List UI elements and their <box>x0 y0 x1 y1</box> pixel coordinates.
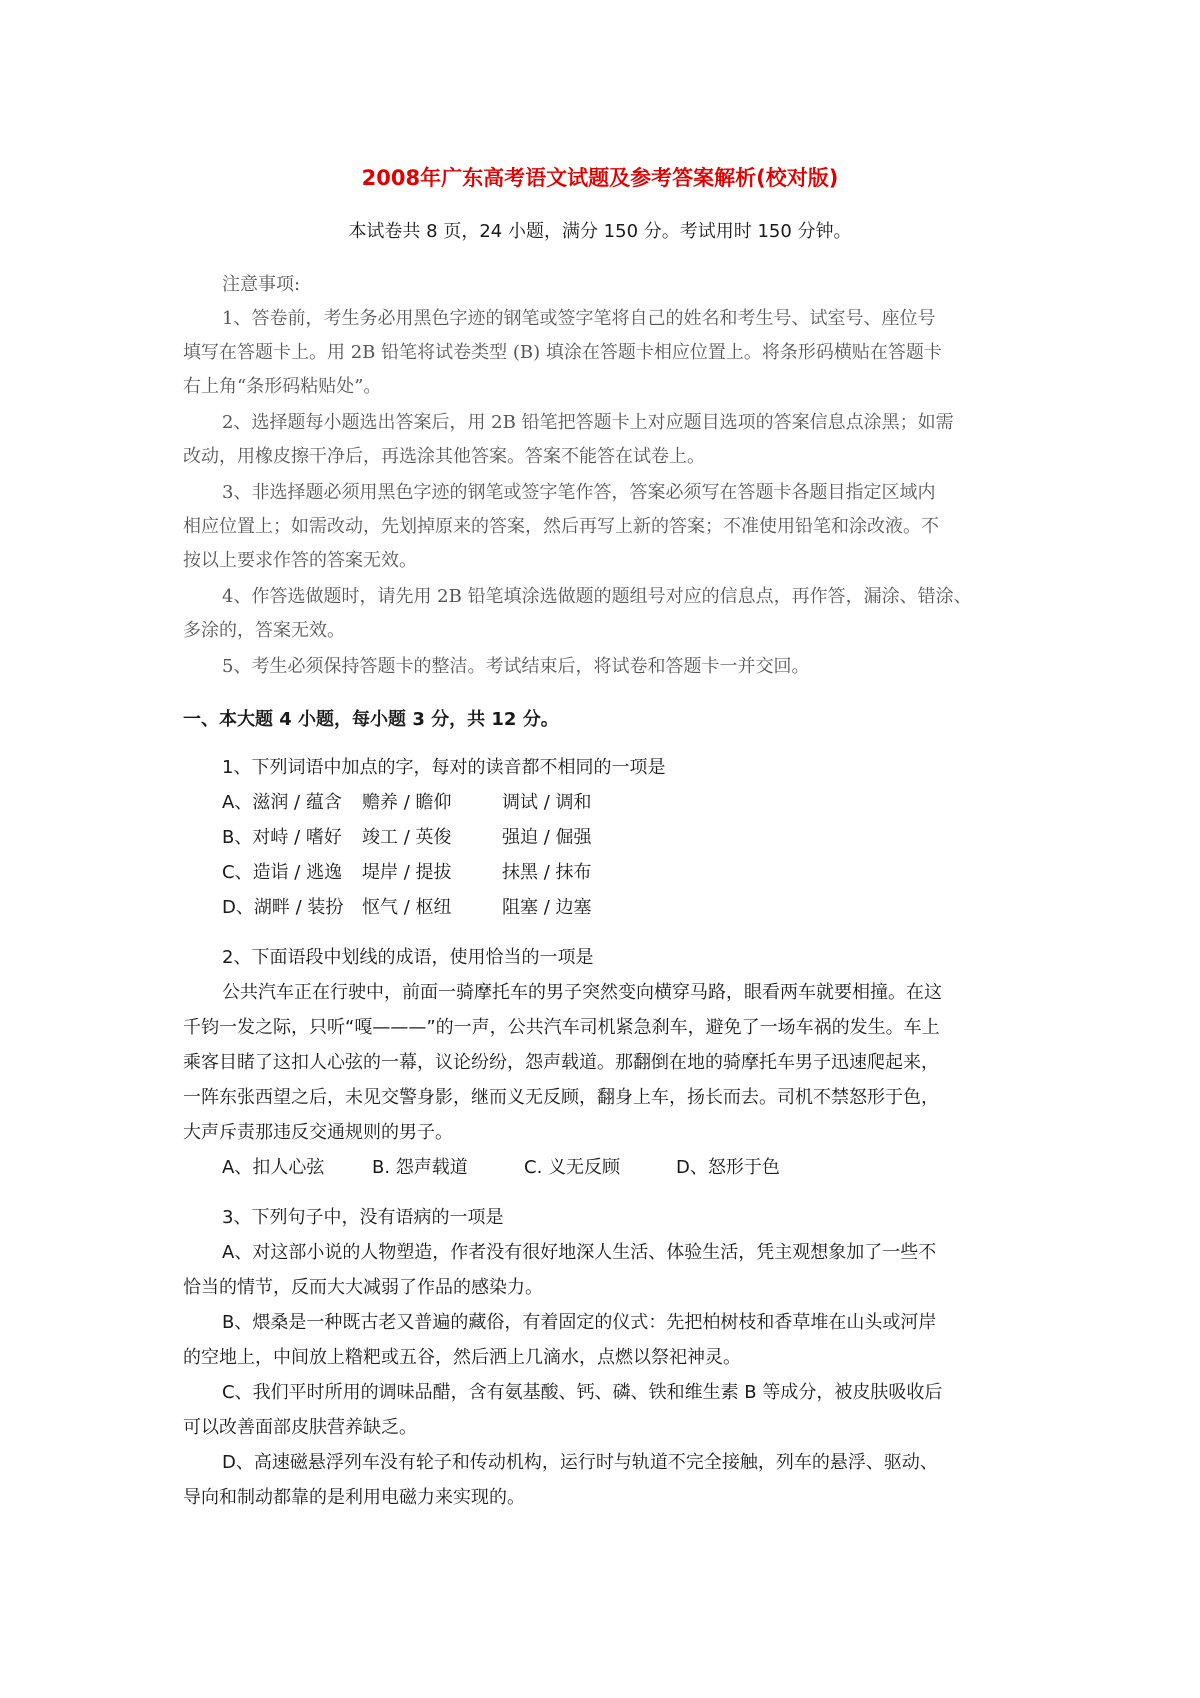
option-cell: D、湖畔 / 装扮 <box>222 897 344 918</box>
option-cell: 调试 / 调和 <box>502 792 592 813</box>
passage-line: 大声斥责那违反交通规则的男子。 <box>183 1122 453 1143</box>
question-3-line: 恰当的情节，反而大大减弱了作品的感染力。 <box>183 1277 543 1298</box>
notice-line: 3、非选择题必须用黑色字迹的钢笔或签字笔作答，答案必须写在答题卡各题目指定区域内 <box>222 482 936 503</box>
document-subtitle: 本试卷共 8 页，24 小题，满分 150 分。考试用时 150 分钟。 <box>348 221 852 242</box>
option-cell: B、对峙 / 嗜好 <box>222 827 342 848</box>
question-2-stem: 2、下面语段中划线的成语，使用恰当的一项是 <box>222 947 594 968</box>
question-1-stem: 1、下列词语中加点的字，每对的读音都不相同的一项是 <box>222 757 666 778</box>
option-c: C. 义无反顾 <box>524 1157 621 1178</box>
notice-line: 按以上要求作答的答案无效。 <box>183 550 417 571</box>
question-3-line: 可以改善面部皮肤营养缺乏。 <box>183 1417 417 1438</box>
option-cell: 竣工 / 英俊 <box>362 827 452 848</box>
notice-line: 改动，用橡皮擦干净后，再选涂其他答案。答案不能答在试卷上。 <box>183 446 705 467</box>
notice-line: 右上角“条形码粘贴处”。 <box>183 376 382 397</box>
passage-line: 公共汽车正在行驶中，前面一骑摩托车的男子突然变向横穿马路，眼看两车就要相撞。在这 <box>222 982 942 1003</box>
option-cell: A、滋润 / 蕴含 <box>222 792 342 813</box>
question-2-options <box>222 1155 780 1181</box>
option-a: A、扣人心弦 <box>222 1157 325 1178</box>
passage-line: 一阵东张西望之后，未见交警身影，继而义无反顾，翻身上车，扬长而去。司机不禁怒形于色， <box>183 1087 939 1108</box>
question-3-stem: 3、下列句子中，没有语病的一项是 <box>222 1207 504 1228</box>
notice-line: 1、答卷前，考生务必用黑色字迹的钢笔或签字笔将自己的姓名和考生号、试室号、座位号 <box>222 308 936 329</box>
question-1-row-c <box>222 860 592 886</box>
notice-line: 相应位置上；如需改动，先划掉原来的答案，然后再写上新的答案；不准使用铅笔和涂改液。不 <box>183 516 939 537</box>
question-3-line: 导向和制动都靠的是利用电磁力来实现的。 <box>183 1487 525 1508</box>
option-cell: 怄气 / 枢纽 <box>362 897 452 918</box>
notice-line: 填写在答题卡上。用 2B 铅笔将试卷类型 (B) 填涂在答题卡相应位置上。将条形码横贴在答题卡 <box>183 342 942 363</box>
question-3-line: B、煨桑是一种既古老又普遍的藏俗，有着固定的仪式：先把柏树枝和香草堆在山头或河岸 <box>222 1312 937 1333</box>
notice-line: 5、考生必须保持答题卡的整洁。考试结束后，将试卷和答题卡一并交回。 <box>222 656 810 677</box>
document-title: 2008年广东高考语文试题及参考答案解析(校对版) <box>361 166 839 190</box>
question-3-line: 的空地上，中间放上糌粑或五谷，然后洒上几滴水，点燃以祭祀神灵。 <box>183 1347 741 1368</box>
question-3-line: C、我们平时所用的调味品醋，含有氨基酸、钙、磷、铁和维生素 B 等成分，被皮肤吸收后 <box>222 1382 943 1403</box>
question-1-row-d <box>222 895 592 921</box>
option-cell: 赡养 / 瞻仰 <box>362 792 452 813</box>
option-cell: 抹黑 / 抹布 <box>502 862 592 883</box>
question-1-row-b <box>222 825 592 851</box>
option-cell: 阻塞 / 边塞 <box>502 897 592 918</box>
question-3-line: D、高速磁悬浮列车没有轮子和传动机构，运行时与轨道不完全接触，列车的悬浮、驱动、 <box>222 1452 938 1473</box>
option-cell: 堤岸 / 提拔 <box>362 862 452 883</box>
question-3-line: A、对这部小说的人物塑造，作者没有很好地深人生活、体验生活，凭主观想象加了一些不 <box>222 1242 937 1263</box>
notice-line: 多涂的，答案无效。 <box>183 620 345 641</box>
passage-line: 乘客目睹了这扣人心弦的一幕，议论纷纷，怨声载道。那翻倒在地的骑摩托车男子迅速爬起来， <box>183 1052 939 1073</box>
option-b: B. 怨声载道 <box>372 1157 468 1178</box>
notice-line: 2、选择题每小题选出答案后，用 2B 铅笔把答题卡上对应题目选项的答案信息点涂黑；如需 <box>222 412 954 433</box>
passage-line: 千钧一发之际，只听“嘎———”的一声，公共汽车司机紧急刹车，避免了一场车祸的发生。车上 <box>183 1017 940 1038</box>
section-heading: 一、本大题 4 小题，每小题 3 分，共 12 分。 <box>183 709 559 730</box>
notice-line: 4、作答选做题时，请先用 2B 铅笔填涂选做题的题组号对应的信息点，再作答，漏涂、错涂、 <box>222 586 972 607</box>
question-1-row-a <box>222 790 592 816</box>
option-cell: 强迫 / 倔强 <box>502 827 592 848</box>
notice-heading: 注意事项: <box>222 274 301 295</box>
option-d: D、怒形于色 <box>676 1157 780 1178</box>
option-cell: C、造诣 / 逃逸 <box>222 862 343 883</box>
